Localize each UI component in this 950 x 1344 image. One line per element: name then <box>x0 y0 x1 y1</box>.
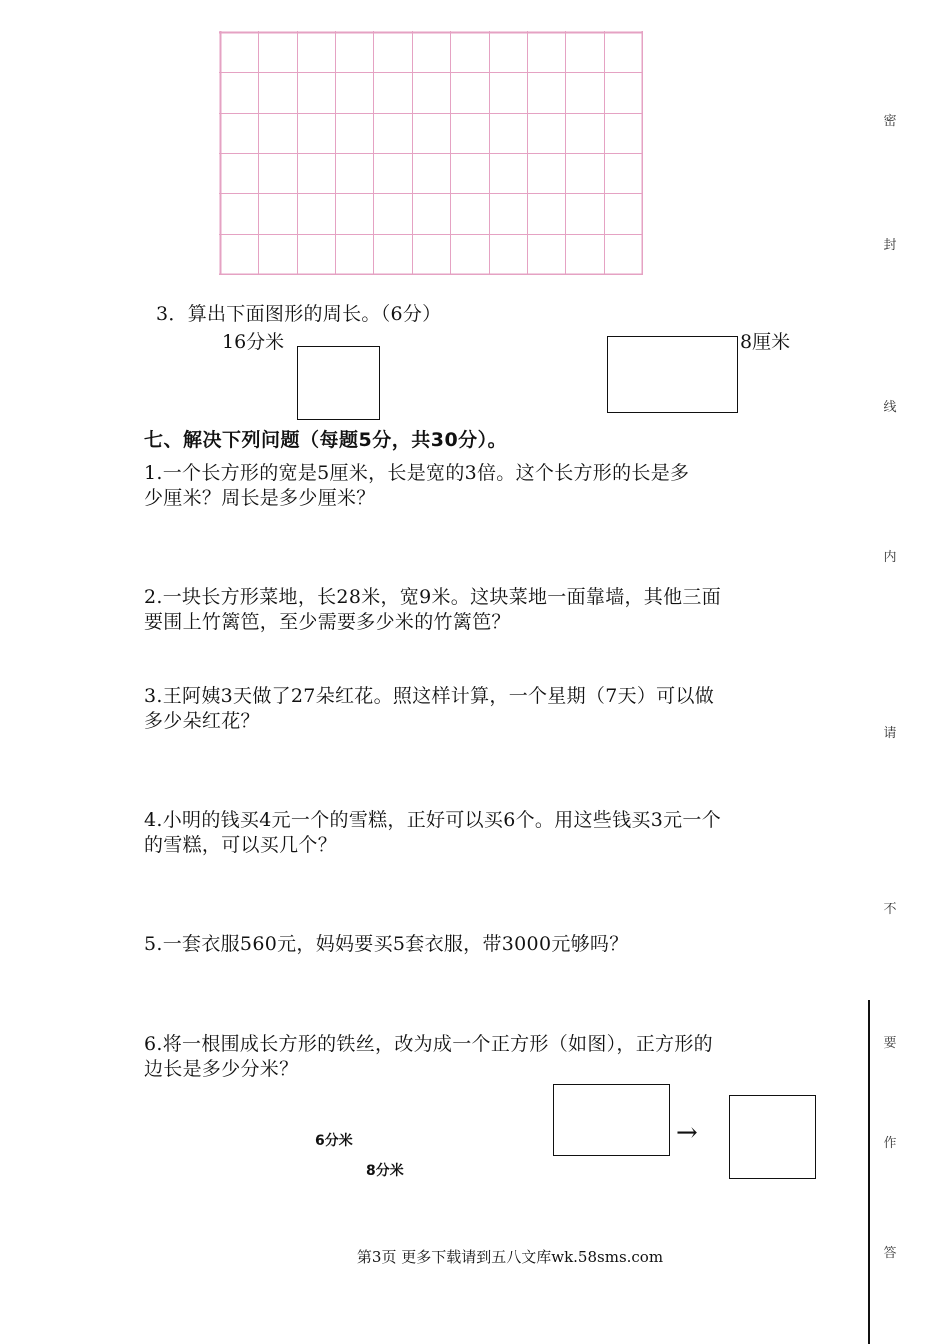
problem-1-line-2: 少厘米？周长是多少厘米？ <box>144 487 376 509</box>
problem-6 <box>144 1032 713 1082</box>
problem-6-line-1: 6.将一根围成长方形的铁丝，改为成一个正方形（如图），正方形的 <box>144 1033 713 1055</box>
problem-2-line-2: 要围上竹篱笆，至少需要多少米的竹篱笆？ <box>144 611 511 633</box>
side-char-2: 封 <box>883 238 897 253</box>
problem-4 <box>144 808 721 858</box>
question-3-label: 3．算出下面图形的周长。（6分） <box>156 303 442 325</box>
square-figure <box>297 346 380 420</box>
side-char-1: 密 <box>883 114 897 129</box>
result-square <box>729 1095 816 1179</box>
square-side-label: 16分米 <box>222 331 285 353</box>
drawing-grid <box>219 31 643 275</box>
original-rectangle <box>553 1084 670 1156</box>
side-char-8: 作 <box>883 1136 897 1151</box>
side-char-3: 线 <box>883 400 897 415</box>
problem-4-line-2: 的雪糕，可以买几个？ <box>144 834 338 856</box>
problem-3-line-1: 3.王阿姨3天做了27朵红花。照这样计算，一个星期（7天）可以做 <box>144 685 715 707</box>
side-char-4: 内 <box>883 550 897 565</box>
side-char-9: 答 <box>883 1246 897 1261</box>
problem-3-line-2: 多少朵红花？ <box>144 710 260 732</box>
grid-lines <box>219 31 643 275</box>
length-label: 8分米 <box>366 1163 404 1179</box>
binding-line <box>868 1000 870 1344</box>
problem-1-line-1: 1.一个长方形的宽是5厘米，长是宽的3倍。这个长方形的长是多 <box>144 462 690 484</box>
side-char-6: 不 <box>883 902 897 917</box>
page-footer: 第3页 更多下载请到五八文库wk.58sms.com <box>356 1248 664 1266</box>
rectangle-side-label: 8厘米 <box>740 331 791 353</box>
problem-1 <box>144 461 689 511</box>
problem-6-line-2: 边长是多少分米？ <box>144 1058 299 1080</box>
width-label: 6分米 <box>315 1133 353 1149</box>
problem-4-line-1: 4.小明的钱买4元一个的雪糕，正好可以买6个。用这些钱买3元一个 <box>144 809 721 831</box>
problem-5 <box>144 932 629 957</box>
problem-5-line-1: 5.一套衣服560元，妈妈要买5套衣服，带3000元够吗？ <box>144 933 629 955</box>
side-char-5: 请 <box>883 726 897 741</box>
problem-2-line-1: 2.一块长方形菜地，长28米，宽9米。这块菜地一面靠墙，其他三面 <box>144 586 721 608</box>
arrow-right-icon: → <box>676 1118 698 1148</box>
rectangle-figure <box>607 336 738 413</box>
section-7-title: 七、解决下列问题（每题5分，共30分）。 <box>144 429 508 451</box>
side-char-7: 要 <box>883 1036 897 1051</box>
problem-3 <box>144 684 714 734</box>
problem-2 <box>144 585 721 635</box>
